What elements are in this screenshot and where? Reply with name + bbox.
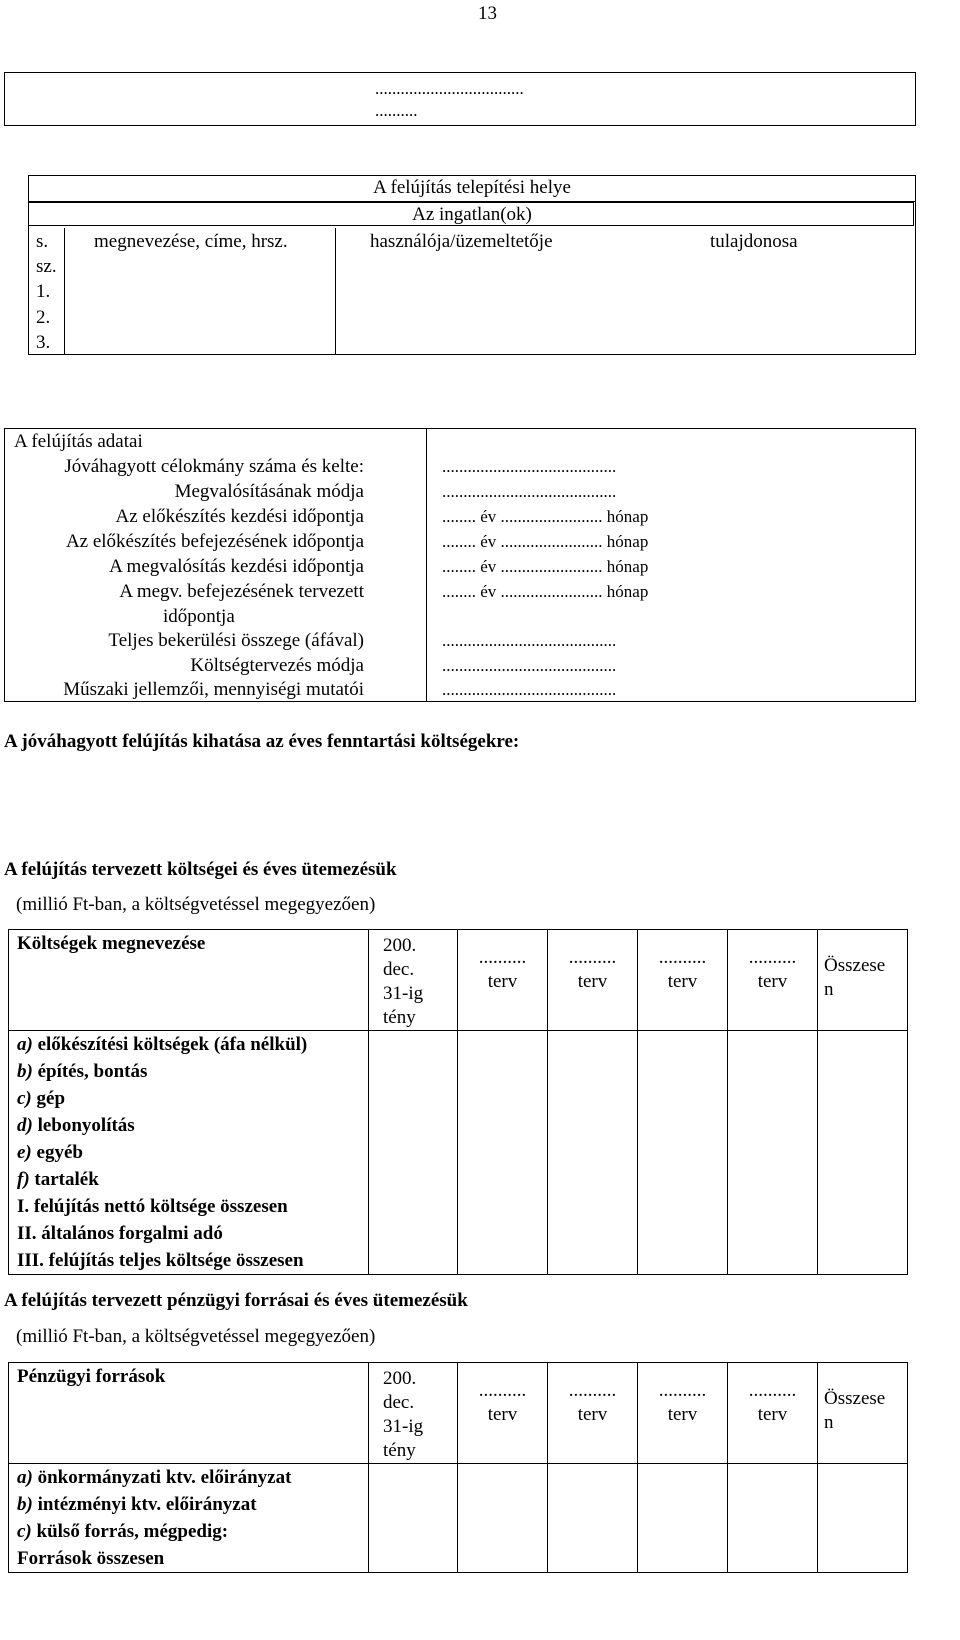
sources-col-plan-2: .......... terv [548, 1363, 638, 1464]
data-value-4: ........ év ........................ hónap [442, 557, 649, 576]
location-row-1: 1. [36, 281, 51, 302]
data-value-7: ......................................... [442, 631, 617, 650]
costs-table [8, 929, 908, 1275]
data-value-1: ......................................... [442, 482, 617, 501]
data-label-8: Költségtervezés módja [190, 655, 364, 676]
sources-col-plan-1: .......... terv [458, 1363, 548, 1464]
data-label-9: Műszaki jellemzői, mennyiségi mutatói [63, 679, 364, 700]
data-label-0: Jóváhagyott célokmány száma és kelte: [64, 456, 364, 477]
sources-col-actual: 200. dec. 31-ig tény [369, 1363, 458, 1464]
costs-col-plan-1: .......... terv [458, 930, 548, 1031]
top-box-dots-2: .......... [375, 101, 418, 120]
cost-row: b) építés, bontás [17, 1061, 148, 1082]
data-label-6: időpontja [163, 606, 235, 627]
costs-col-total: Összese n [818, 930, 908, 1031]
sources-header-label: Pénzügyi források [17, 1366, 166, 1387]
location-row-3: 3. [36, 332, 51, 353]
data-value-5: ........ év ........................ hónap [442, 582, 649, 601]
data-label-2: Az előkészítés kezdési időpontja [115, 506, 364, 527]
sources-subheading: (millió Ft-ban, a költségvetéssel megegyezően) [16, 1326, 376, 1347]
costs-col-plan-3: .......... terv [638, 930, 728, 1031]
cost-row: I. felújítás nettó költsége összesen [17, 1196, 288, 1217]
page-number: 13 [478, 3, 497, 24]
cost-row: II. általános forgalmi adó [17, 1223, 223, 1244]
sources-table [8, 1362, 908, 1573]
cost-row: f) tartalék [17, 1169, 99, 1190]
cost-row: III. felújítás teljes költsége összesen [17, 1250, 304, 1271]
col-owner: tulajdonosa [710, 231, 798, 252]
sources-col-plan-4: .......... terv [728, 1363, 818, 1464]
sources-col-plan-3: .......... terv [638, 1363, 728, 1464]
data-label-3: Az előkészítés befejezésének időpontja [65, 531, 364, 552]
costs-col-plan-2: .......... terv [548, 930, 638, 1031]
sources-heading: A felújítás tervezett pénzügyi forrásai és éves ütemezésük [4, 1290, 468, 1311]
data-value-2: ........ év ........................ hónap [442, 507, 649, 526]
cost-row: d) lebonyolítás [17, 1115, 135, 1136]
col-ssz-2: sz. [36, 256, 57, 277]
data-value-8: ......................................... [442, 656, 617, 675]
col-ssz-1: s. [36, 231, 49, 252]
sources-col-total: Összese n [818, 1363, 908, 1464]
data-value-9: ......................................... [442, 680, 617, 699]
cost-row: c) gép [17, 1088, 66, 1109]
data-block-title: A felújítás adatai [14, 431, 143, 452]
costs-subheading: (millió Ft-ban, a költségvetéssel megegyezően) [16, 894, 376, 915]
top-box-dots-1: ................................... [375, 79, 524, 98]
source-row: b) intézményi ktv. előirányzat [17, 1494, 257, 1515]
costs-header-label: Költségek megnevezése [17, 933, 206, 954]
data-value-3: ........ év ........................ hónap [442, 532, 649, 551]
data-label-4: A megvalósítás kezdési időpontja [109, 556, 364, 577]
cost-row: e) egyéb [17, 1142, 83, 1163]
data-label-1: Megvalósításának módja [174, 481, 364, 502]
col-user: használója/üzemeltetője [370, 231, 553, 252]
source-row: c) külső forrás, mégpedig: [17, 1521, 229, 1542]
location-title: A felújítás telepítési helye [373, 177, 571, 198]
location-subtitle: Az ingatlan(ok) [412, 204, 532, 225]
cost-row: a) előkészítési költségek (áfa nélkül) [17, 1034, 308, 1055]
impact-heading: A jóváhagyott felújítás kihatása az éves fenntartási költségekre: [4, 731, 520, 752]
source-row: a) önkormányzati ktv. előirányzat [17, 1467, 292, 1488]
data-label-7: Teljes bekerülési összege (áfával) [108, 630, 364, 651]
costs-col-actual: 200. dec. 31-ig tény [369, 930, 458, 1031]
costs-heading: A felújítás tervezett költségei és éves ütemezésük [4, 859, 397, 880]
source-row: Források összesen [17, 1548, 165, 1569]
data-value-0: ......................................... [442, 457, 617, 476]
costs-col-plan-4: .......... terv [728, 930, 818, 1031]
col-name: megnevezése, címe, hrsz. [94, 231, 288, 252]
data-label-5: A megv. befejezésének tervezett [119, 581, 364, 602]
location-row-2: 2. [36, 307, 51, 328]
